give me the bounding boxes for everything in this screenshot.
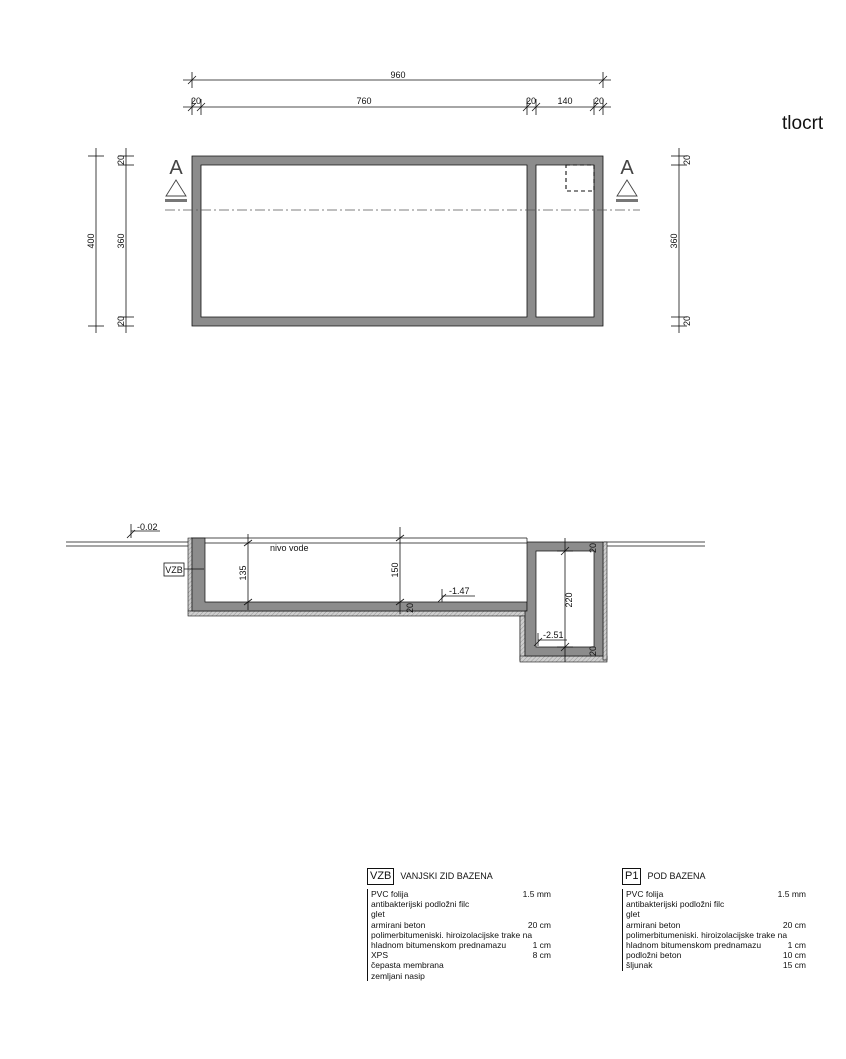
dashed-detail-square — [566, 165, 594, 191]
water-level-label: nivo vode — [270, 543, 309, 553]
ground-line-left — [66, 542, 190, 546]
legend-vzb-head — [367, 866, 551, 886]
legend-vzb — [367, 866, 551, 981]
legend-p1-rows — [622, 889, 806, 971]
dim-top-d: 140 — [557, 96, 573, 106]
legend-row: šljunak 15 cm — [626, 960, 806, 971]
insulation-bottom — [188, 611, 527, 616]
dim-left-mid: 360 — [116, 233, 126, 249]
dim-left-top: 20 — [116, 154, 126, 166]
legend-row: čepasta membrana — [371, 960, 444, 971]
insulation-pit-right — [603, 542, 607, 660]
wall-tag-vzb-text: VZB — [165, 565, 183, 575]
section-marker-left — [165, 157, 187, 202]
legend-row: zemljani nasip — [371, 970, 425, 981]
section-marker-right — [616, 157, 638, 202]
dim-bot-right: 20 — [588, 645, 598, 657]
plan-title: tlocrt — [782, 113, 824, 134]
legend-row: hladnom bitumenskom prednamazu 1 cm — [626, 940, 806, 951]
dim-top-e: 20 — [593, 96, 605, 106]
dim-top-right: 20 — [588, 542, 598, 554]
legend-row: antibakterijski podložni filc — [371, 899, 470, 910]
legend-row: glet — [626, 909, 640, 920]
level-ground: -0.02 — [137, 522, 158, 532]
dim-floor: 20 — [405, 602, 415, 614]
dim-135: 135 — [238, 565, 248, 581]
legend-p1 — [622, 866, 806, 971]
plan-drawing — [86, 70, 692, 333]
dim-line-top-segments — [183, 99, 611, 115]
dim-top-b: 760 — [356, 96, 372, 106]
dim-right-mid: 360 — [669, 233, 679, 249]
legend-vzb-code: VZB — [367, 868, 394, 885]
dim-220: 220 — [564, 592, 574, 608]
dim-top-total: 960 — [390, 70, 406, 80]
dim-top-a: 20 — [190, 96, 202, 106]
legend-vzb-rows — [367, 889, 551, 981]
legend-row: polimerbitumeniski. hiroizolacijske trake na — [371, 929, 533, 940]
level-floor: -1.47 — [449, 586, 470, 596]
legend-row: podložni beton 10 cm — [626, 950, 806, 961]
section-drawing — [66, 522, 705, 662]
legend-row: antibakterijski podložni filc — [626, 899, 725, 910]
legend-row: PVC folija 1.5 mm — [371, 889, 551, 899]
legend-row: XPS 8 cm — [371, 950, 551, 961]
section-marker-left-letter: A — [169, 157, 183, 179]
insulation-layer — [188, 538, 524, 660]
section-marker-right-letter: A — [620, 157, 634, 179]
dim-top-c: 20 — [525, 96, 537, 106]
dim-150: 150 — [390, 562, 400, 578]
insulation-pit-left — [520, 616, 525, 661]
pool-walls-plan — [192, 156, 603, 326]
legend-p1-title: POD BAZENA — [647, 870, 706, 881]
dim-right-bot: 20 — [682, 315, 692, 327]
dim-left-total: 400 — [86, 233, 96, 249]
legend-row: polimerbitumeniski. hiroizolacijske trake na — [626, 929, 788, 940]
legend-row: PVC folija 1.5 mm — [626, 889, 806, 899]
legend-vzb-title: VANJSKI ZID BAZENA — [400, 870, 493, 881]
ground-line-right — [604, 542, 705, 546]
legend-p1-head — [622, 866, 806, 886]
legend-row: hladnom bitumenskom prednamazu 1 cm — [371, 940, 551, 951]
dim-left-bot: 20 — [116, 315, 126, 327]
legend-row: armirani beton 20 cm — [626, 919, 806, 930]
legend-row: armirani beton 20 cm — [371, 919, 551, 930]
legend-p1-code: P1 — [622, 868, 641, 885]
dim-right-top: 20 — [682, 154, 692, 166]
level-pit: -2.51 — [543, 630, 564, 640]
legend-row: glet — [371, 909, 385, 920]
